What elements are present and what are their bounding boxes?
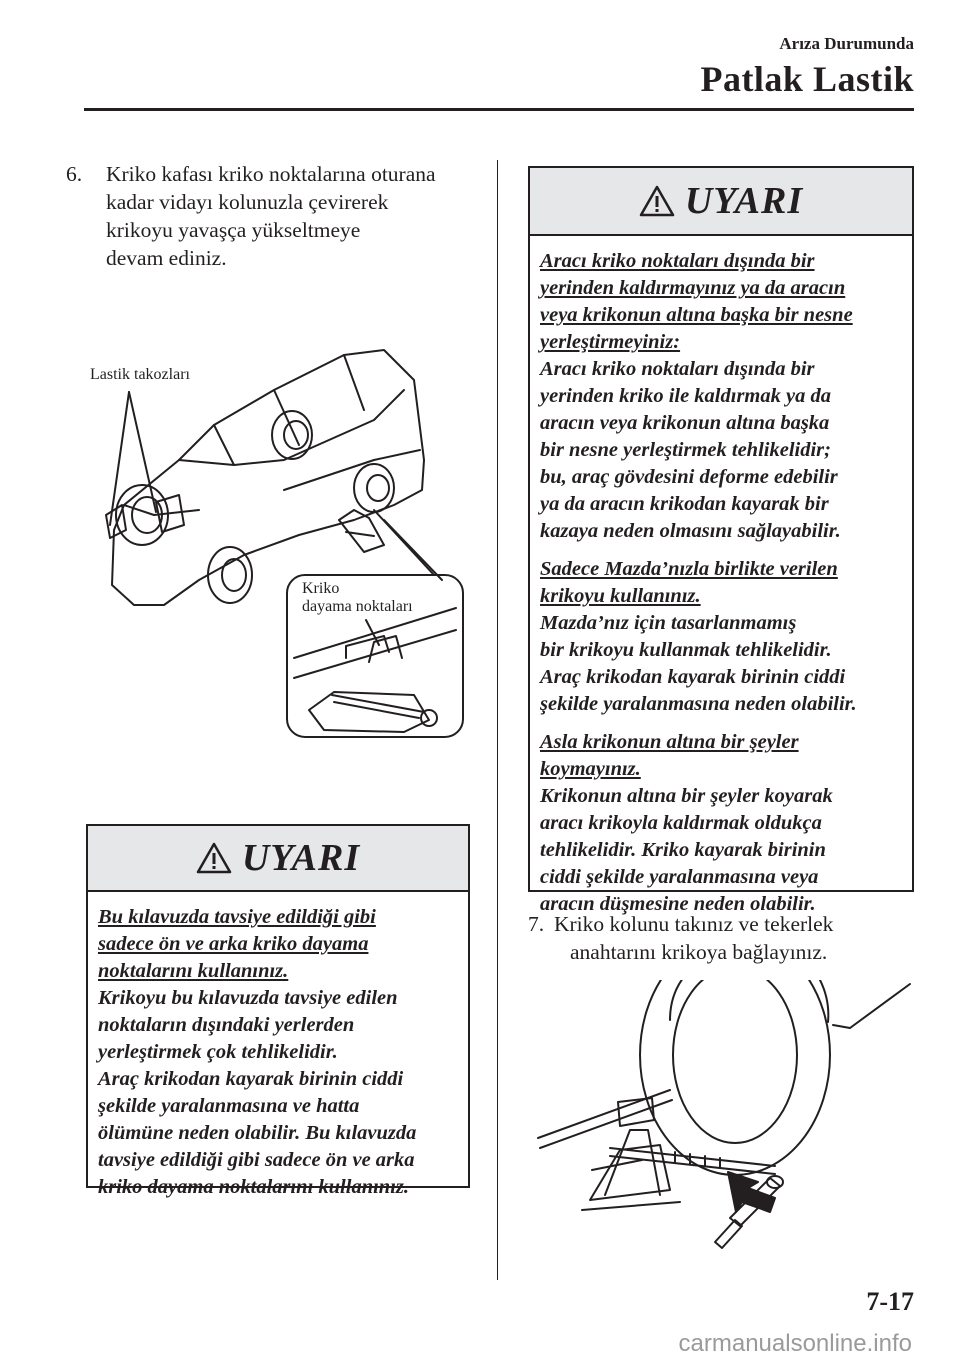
section-name: Arıza Durumunda xyxy=(779,34,914,53)
jack-handle-illustration xyxy=(530,980,920,1260)
warning-box-jack-points xyxy=(86,824,470,1198)
step-6 xyxy=(66,160,486,280)
warning-body: Aracı kriko noktaları dışında bir yerinden kaldırmayınız ya da aracın veya krikonun altına başka bir nesne yerleştirmeyiniz: Aracı kriko noktaları dışında bir yerinden kriko ile kaldırmak ya da aracın veya krikonun altına başka bir nesne yerleştirmek tehlikelidir; bu, araç gövdesini deforme edebilir ya da aracın krikodan kayarak bir kazaya neden olmasını sağlayabilir. Sadece Mazda’nızla birlikte verilen krikoyu kullanınız. Mazda’nız için tasarlanmamış bir krikoyu kullanmak tehlikelidir. Araç krikodan kayarak birinin ciddi şekilde yaralanmasına neden olabilir. Asla krikonun altına bir şeyler koymayınız. Krikonun altına bir şeyler koyarak aracı krikoyla kaldırmak oldukça tehlikelidir. Kriko kayarak birinin ciddi şekilde yaralanmasına veya aracın düşmesine neden olabilir. xyxy=(540,250,857,915)
step-7 xyxy=(528,910,918,970)
page-number: 7-17 xyxy=(866,1287,914,1316)
warning-triangle-icon xyxy=(639,185,675,217)
column-divider xyxy=(497,160,498,1280)
car-jack-illustration xyxy=(84,340,474,750)
step-text: Kriko kafası kriko noktalarına oturana kadar vidayı kolunuzla çevirerek krikoyu yavaşça yükseltmeye devam ediniz. xyxy=(106,162,436,270)
warning-box-lifting xyxy=(528,166,914,915)
watermark: carmanualsonline.info xyxy=(678,1330,912,1357)
label-wheel-chocks: Lastik takozları xyxy=(90,366,190,383)
warning-header xyxy=(88,826,468,892)
step-number: 7. xyxy=(528,912,545,936)
label-jack-points: dayama noktaları xyxy=(302,598,413,615)
warning-header xyxy=(530,168,912,236)
label-jack-1: Kriko xyxy=(302,580,340,597)
header-rule xyxy=(84,108,914,111)
warning-title: UYARI xyxy=(241,837,361,879)
warning-body: Bu kılavuzda tavsiye edildiği gibi sadece ön ve arka kriko dayama noktalarını kullanınız. Krikoyu bu kılavuzda tavsiye edilen noktaların dışındaki yerlerden yerleştirmek çok tehlikelidir. Araç krikodan kayarak birinin ciddi şekilde yaralanmasına ve hatta ölümüne neden olabilir. Bu kılavuzda tavsiye edildiği gibi sadece ön ve arka kriko dayama noktalarını kullanınız. xyxy=(98,906,417,1198)
warning-triangle-icon xyxy=(196,842,232,874)
step-number: 6. xyxy=(66,162,83,186)
page-title: Patlak Lastik xyxy=(700,59,914,99)
warning-title: UYARI xyxy=(684,180,804,222)
step-text: Kriko kolunu takınız ve tekerlek anahtarını krikoya bağlayınız. xyxy=(554,912,834,964)
